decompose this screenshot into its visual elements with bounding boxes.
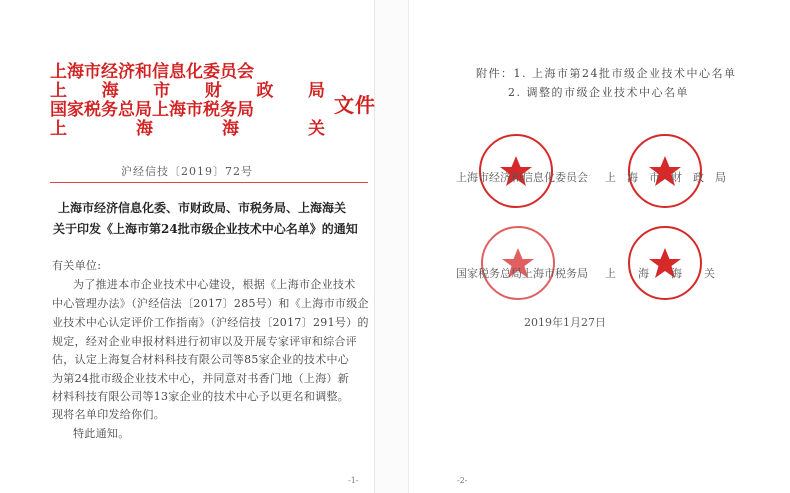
header-suffix: 文件 xyxy=(334,93,376,117)
body-line: 中心管理办法》（沪经信法〔2017〕285号）和《上海市市级企 xyxy=(52,297,369,310)
star-icon xyxy=(630,228,700,298)
body-line: 为了推进本市企业技术中心建设，根据《上海市企业技术 xyxy=(73,278,356,291)
attachment-2: 2. 调整的市级企业技术中心名单 xyxy=(508,86,689,99)
header-org-1: 上海市经济和信息化委员会 xyxy=(50,62,254,82)
document-number: 沪经信技〔2019〕72号 xyxy=(121,165,253,178)
issue-date: 2019年1月27日 xyxy=(524,316,606,329)
header-org-2: 上 海 市 财 政 局 xyxy=(50,81,325,101)
closing: 特此通知。 xyxy=(73,427,130,440)
title-line-1: 上海市经济信息化委、市财政局、市税务局、上海海关 xyxy=(58,201,347,215)
star-icon xyxy=(483,228,553,298)
page-number: -2- xyxy=(457,476,468,485)
body-line: 规定，经对企业申报材料进行初审以及开展专家评审和综合评 xyxy=(52,335,358,348)
page-number: -1- xyxy=(348,476,359,485)
red-divider xyxy=(50,182,368,183)
body-line: 现将名单印发给你们。 xyxy=(52,408,165,421)
signatory-1: 上海市经济和信息化委员会 xyxy=(456,171,588,184)
header-org-4: 上 海 海 关 xyxy=(50,119,325,139)
signatory-2: 上 海 市 财 政 局 xyxy=(605,171,726,184)
salutation: 有关单位: xyxy=(52,259,102,272)
title-line-2: 关于印发《上海市第24批市级企业技术中心名单》的通知 xyxy=(53,222,358,236)
signatory-3: 国家税务总局上海市税务局 xyxy=(456,267,588,280)
body-line: 材料科技有限公司等13家企业的技术中心予以更名和调整。 xyxy=(52,390,350,403)
body-line: 估，认定上海复合材料科技有限公司等85家企业的技术中心 xyxy=(52,353,350,366)
page-1 xyxy=(0,0,375,493)
seal-customs xyxy=(628,226,702,300)
header-org-3: 国家税务总局上海市税务局 xyxy=(50,100,254,120)
attachment-1: 附件：1. 上海市第24批市级企业技术中心名单 xyxy=(476,67,737,80)
signatory-4: 上 海 海 关 xyxy=(605,267,715,280)
page-2 xyxy=(408,0,790,493)
seal-tax-bureau xyxy=(481,226,555,300)
body-line: 为第24批市级企业技术中心，并同意对书香门地（上海）新 xyxy=(52,372,350,385)
body-line: 业技术中心认定评价工作指南》（沪经信技〔2017〕291号）的 xyxy=(52,316,369,329)
